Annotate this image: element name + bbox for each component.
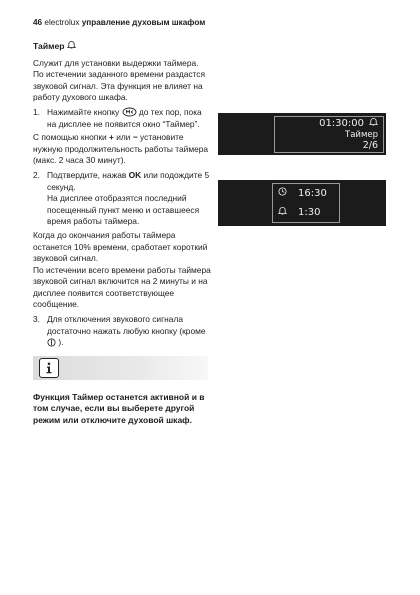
step-2: 2. Подтвердите, нажав OK или подождите 5 секунд. На дисплее отобразятся последний посещенный пункт меню и оставшееся время работы таймера. xyxy=(33,169,210,227)
section-title: управление духовым шкафом xyxy=(81,18,206,27)
plus-key-icon: + xyxy=(109,132,114,143)
clock-time: 16:30 xyxy=(298,187,327,199)
clock-icon xyxy=(278,187,287,199)
info-note: Функция Таймер останется активной и в том случае, если вы выберете другой режим или отключите духовой шкаф. xyxy=(33,391,205,425)
text-column xyxy=(33,40,211,426)
menu-key-icon xyxy=(122,107,139,117)
step-1: 1. Нажимайте кнопку до тех пор, пока на дисплее не появится окно “Таймер”. xyxy=(33,106,202,129)
signal-text: Когда до окончания работы таймера останется 10% времени, сработает короткий звуковой сигнал. По истечении всего времени работы таймера звуковой сигнал включится на 2 минуты и на дисплее появится соответствующее сообщение. xyxy=(33,229,211,310)
menu-page: 2/6 xyxy=(362,140,378,151)
minus-key-icon: − xyxy=(132,132,138,143)
timer-heading: Таймер xyxy=(33,40,211,53)
timer-time: 01:30:00 xyxy=(319,117,364,129)
ok-key-label: OK xyxy=(128,169,142,180)
on-off-icon xyxy=(47,337,58,347)
intro-text: Служит для установки выдержки таймера. По истечении заданного времени раздастся звуковой сигнал. Эта функция не влияет на работу духового шкафа. xyxy=(33,57,206,103)
adjust-text: С помощью кнопки + или − установите нужную продолжительность работы таймера (макс. 2 часа 30 минут). xyxy=(33,132,209,166)
brand-name: electrolux xyxy=(44,18,80,27)
page-number: 46 xyxy=(33,18,43,27)
display-clock xyxy=(218,180,386,226)
info-band xyxy=(33,356,208,380)
bell-icon xyxy=(369,117,378,129)
step-3: 3. Для отключения звукового сигнала достаточно нажать любую кнопку (кроме ). xyxy=(33,314,206,348)
bell-icon xyxy=(67,40,76,53)
timer-remaining: 1:30 xyxy=(298,206,321,218)
info-icon xyxy=(39,358,59,378)
bell-icon xyxy=(278,206,287,218)
page-header xyxy=(33,18,205,27)
timer-label: Таймер xyxy=(345,130,378,140)
display-timer xyxy=(218,113,386,155)
